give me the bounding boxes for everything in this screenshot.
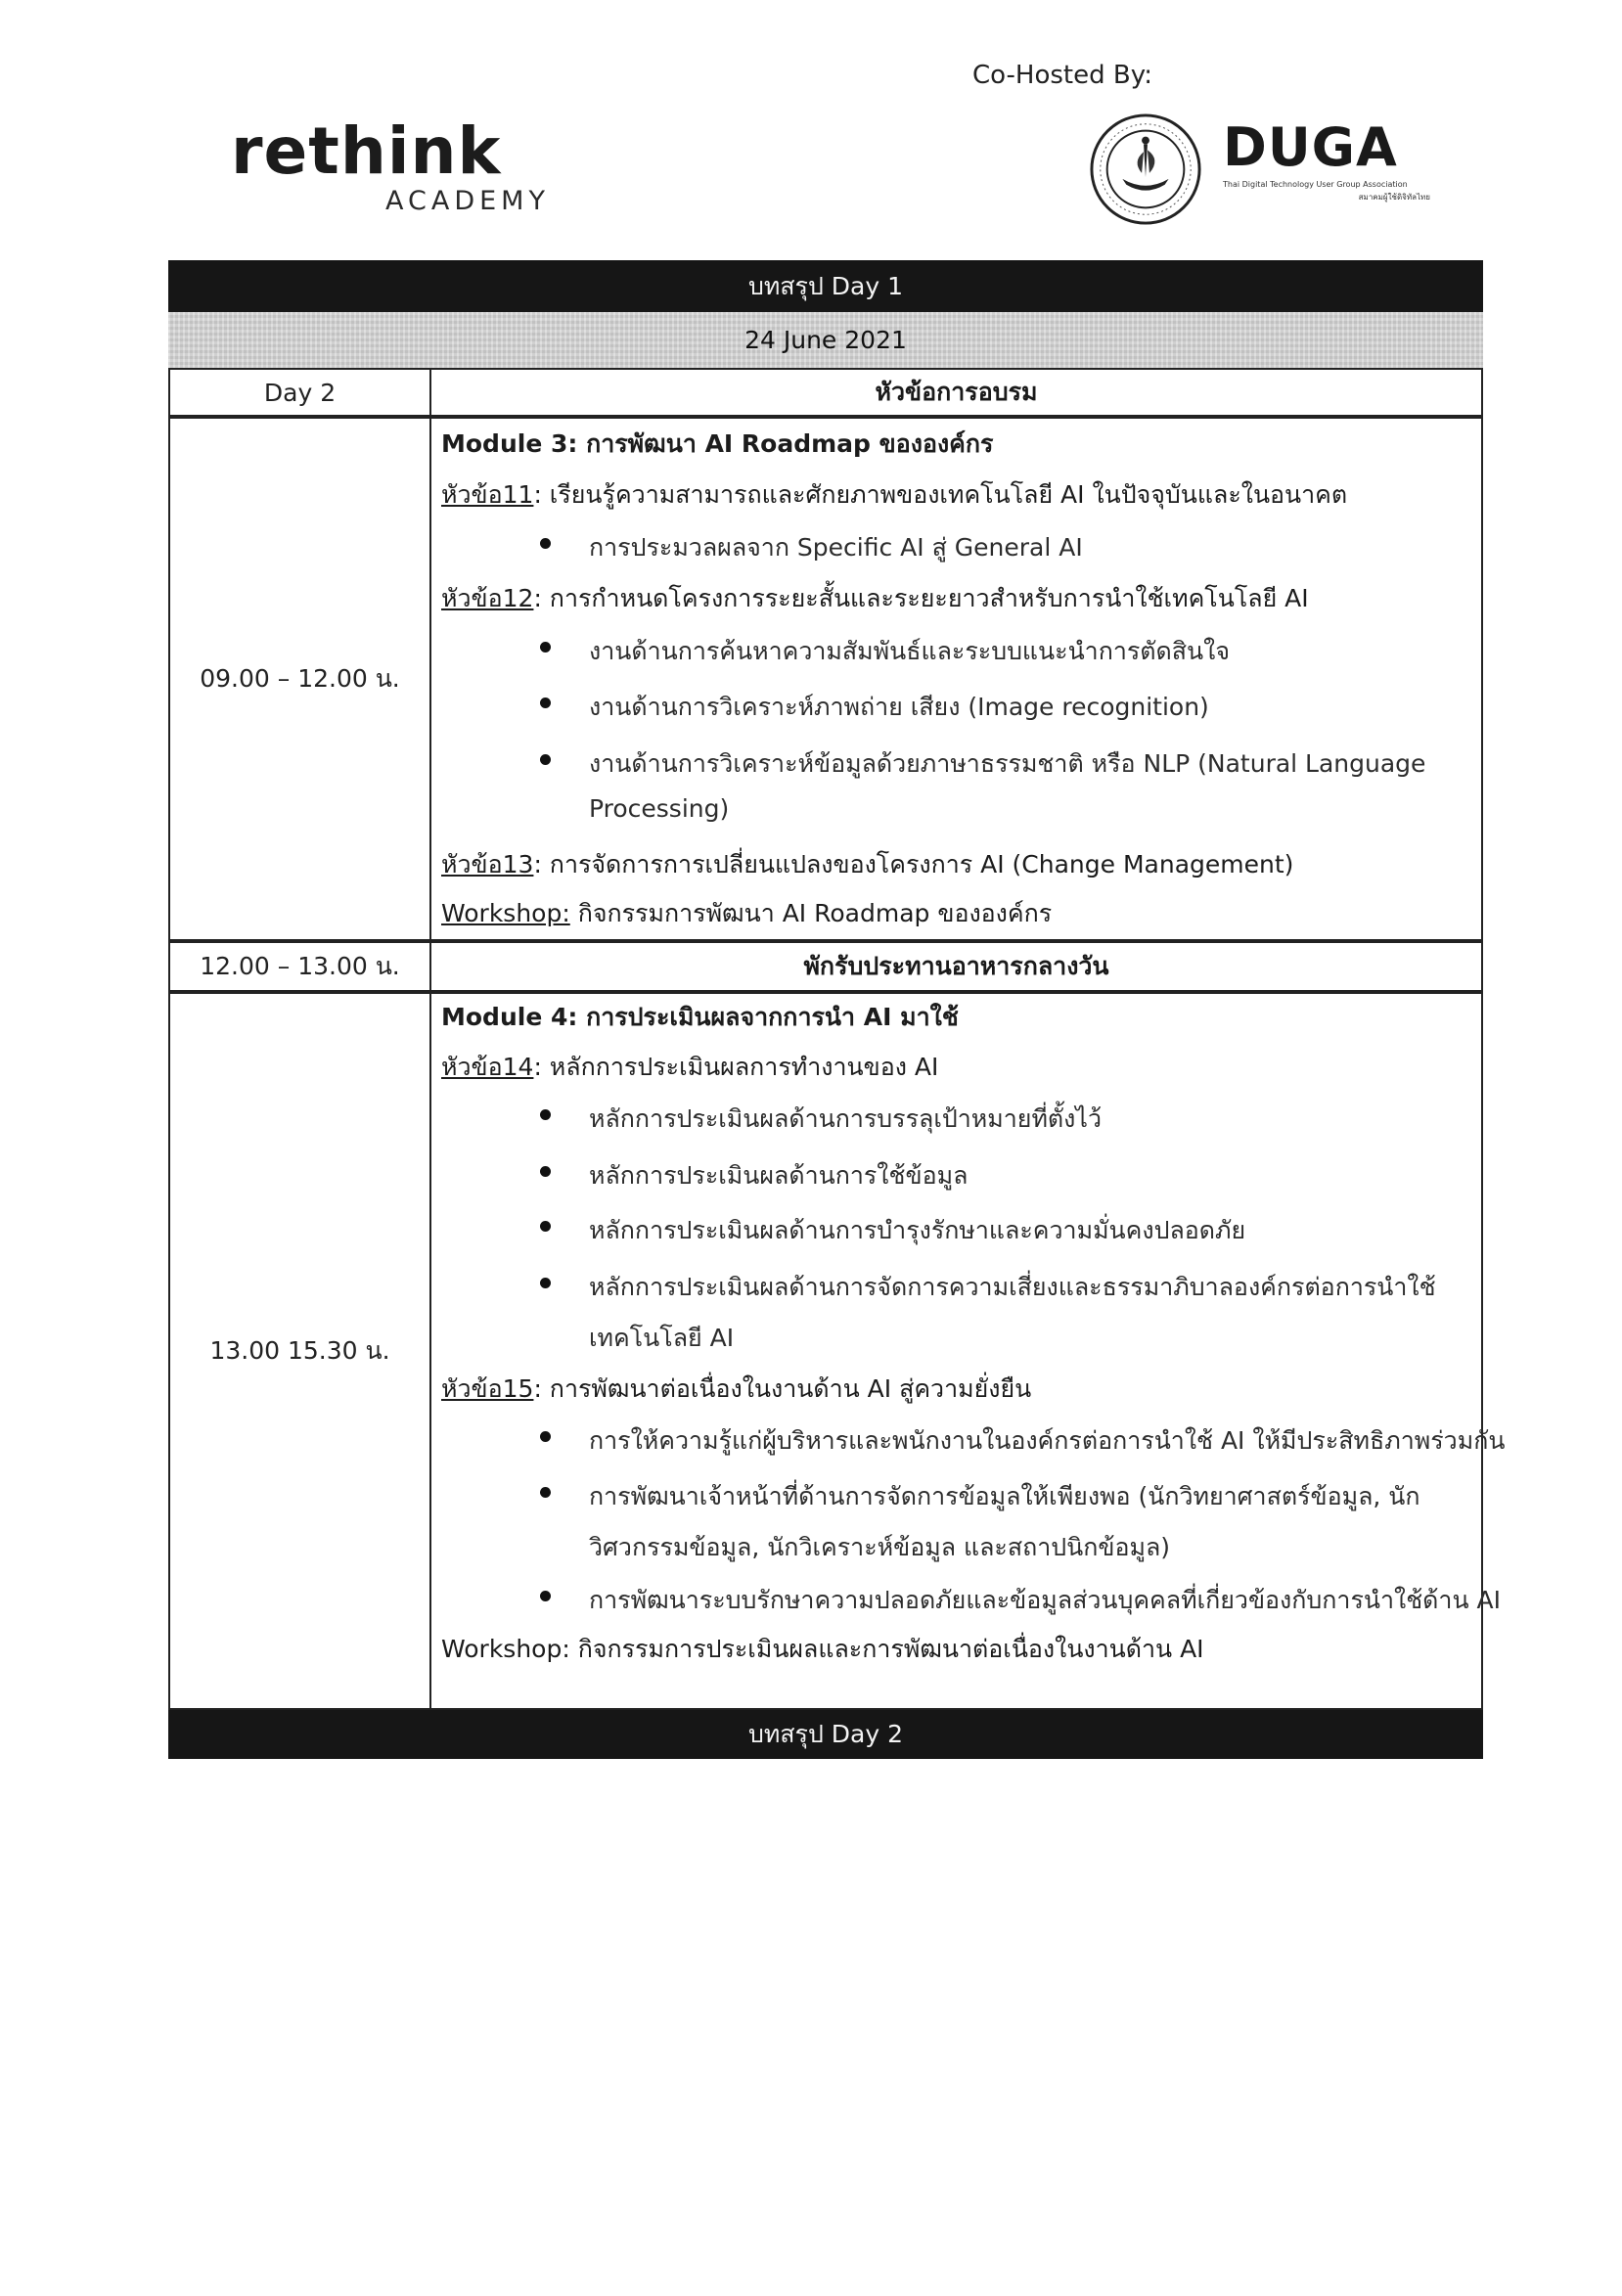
date-band — [168, 312, 1483, 368]
academy-logo-sub: ACADEMY — [385, 186, 550, 216]
topic11-label: หัวข้อ11 — [441, 480, 534, 509]
topic13-line — [441, 845, 1293, 884]
topic11-line — [441, 475, 1347, 515]
topic14-bullet2: หลักการประเมินผลด้านการใช้ข้อมูล — [589, 1161, 969, 1190]
topic11-bullet1: การประมวลผลจาก Specific AI สู่ General AI — [589, 533, 1083, 562]
bullet-icon — [540, 1221, 551, 1232]
morning-time: 09.00 – 12.00 น. — [170, 419, 431, 939]
summary-day1-band — [168, 260, 1483, 312]
bullet-icon — [540, 1487, 551, 1498]
bullet-icon — [540, 1591, 551, 1601]
topic12-line — [441, 579, 1309, 618]
cohost-label: Co-Hosted By: — [972, 61, 1152, 90]
topic13-label: หัวข้อ13 — [441, 850, 534, 878]
morning-row — [168, 417, 1483, 941]
topic15-bullet3: การพัฒนาระบบรักษาความปลอดภัยและข้อมูลส่วนบุคคลที่เกี่ยวข้องกับการนำใช้ด้าน AI — [589, 1586, 1501, 1614]
bullet-icon — [540, 698, 551, 708]
header-row — [168, 368, 1483, 417]
lunch-text: พักรับประทานอาหารกลางวัน — [803, 952, 1109, 980]
topic14-label: หัวข้อ14 — [441, 1053, 534, 1081]
afternoon-topics — [431, 994, 1506, 1708]
topic14-text: : หลักการประเมินผลการทำงานของ AI — [533, 1053, 939, 1081]
workshop-afternoon-label: Workshop: — [441, 1635, 570, 1663]
bullet-icon — [540, 538, 551, 549]
lunch-time: 12.00 – 13.00 น. — [170, 943, 431, 990]
bullet-icon — [540, 1278, 551, 1288]
topic14-bullet4-line1: หลักการประเมินผลด้านการจัดการความเสี่ยงและธรรมาภิบาลองค์กรต่อการนำใช้ — [589, 1273, 1436, 1301]
duga-logo-word: DUGA — [1223, 116, 1398, 178]
workshop-morning-line — [441, 894, 1052, 933]
workshop-morning-label: Workshop: — [441, 899, 570, 927]
rethink-academy-logo — [231, 113, 554, 216]
summary-day2-text: บทสรุป Day 2 — [747, 1720, 904, 1748]
workshop-morning-text: กิจกรรมการพัฒนา AI Roadmap ขององค์กร — [569, 899, 1053, 927]
lunch-row — [168, 941, 1483, 992]
topic13-text: : การจัดการการเปลี่ยนแปลงของโครงการ AI (Change Management) — [533, 850, 1294, 878]
workshop-afternoon-line — [441, 1630, 1204, 1669]
topic11-text: : เรียนรู้ความสามารถและศักยภาพของเทคโนโลยี AI ในปัจจุบันและในอนาคต — [533, 480, 1348, 509]
schedule-table — [168, 260, 1506, 1759]
topic15-bullet2-line2: วิศวกรรมข้อมูล, นักวิเคราะห์ข้อมูล และสถาปนิกข้อมูล) — [589, 1533, 1171, 1561]
topic12-text: : การกำหนดโครงการระยะสั้นและระยะยาวสำหรับการนำใช้เทคโนโลยี AI — [533, 584, 1309, 612]
summary-day2-band — [168, 1710, 1483, 1759]
topic14-bullet3: หลักการประเมินผลด้านการบำรุงรักษาและความมั่นคงปลอดภัย — [589, 1216, 1246, 1244]
afternoon-row — [168, 992, 1506, 1710]
topic15-text: : การพัฒนาต่อเนื่องในงานด้าน AI สู่ความยั่งยืน — [533, 1374, 1032, 1403]
summary-day1-text: บทสรุป Day 1 — [747, 272, 904, 300]
topic12-bullet3-line1: งานด้านการวิเคราะห์ข้อมูลด้วยภาษาธรรมชาติ หรือ NLP (Natural Language — [589, 749, 1426, 778]
ministry-seal-icon — [1088, 112, 1203, 227]
bullet-icon — [540, 1431, 551, 1442]
topic15-label: หัวข้อ15 — [441, 1374, 534, 1403]
topic15-bullet2-line1: การพัฒนาเจ้าหน้าที่ด้านการจัดการข้อมูลให้เพียงพอ (นักวิทยาศาสตร์ข้อมูล, นัก — [589, 1482, 1420, 1510]
morning-topics — [431, 419, 1481, 939]
topic12-bullet1: งานด้านการค้นหาความสัมพันธ์และระบบแนะนำการตัดสินใจ — [589, 637, 1230, 665]
duga-logo-thai: สมาคมผู้ใช้ดิจิทัลไทย — [1358, 193, 1430, 202]
topic12-bullet2: งานด้านการวิเคราะห์ภาพถ่าย เสียง (Image recognition) — [589, 693, 1209, 721]
topic-column-header: หัวข้อการอบรม — [875, 378, 1038, 406]
topic14-bullet4-line2: เทคโนโลยี AI — [589, 1324, 735, 1352]
topic12-bullet3-line2: Processing) — [589, 794, 730, 823]
date-text: 24 June 2021 — [744, 326, 907, 354]
duga-logo-tagline: Thai Digital Technology User Group Association — [1223, 180, 1408, 189]
topic14-bullet1: หลักการประเมินผลด้านการบรรลุเป้าหมายที่ตั้งไว้ — [589, 1104, 1102, 1133]
afternoon-time: 13.00 15.30 น. — [170, 994, 431, 1708]
bullet-icon — [540, 642, 551, 653]
topic12-label: หัวข้อ12 — [441, 584, 534, 612]
module3-title: Module 3: การพัฒนา AI Roadmap ขององค์กร — [441, 429, 994, 458]
rethink-logo-word: rethink — [231, 113, 502, 189]
module4-title: Module 4: การประเมินผลจากการนำ AI มาใช้ — [441, 1003, 959, 1031]
bullet-icon — [540, 1109, 551, 1120]
bullet-icon — [540, 754, 551, 765]
duga-logo — [1223, 116, 1430, 203]
day-column-header: Day 2 — [170, 370, 431, 415]
topic15-line — [441, 1370, 1031, 1409]
topic14-line — [441, 1048, 938, 1087]
topic15-bullet1: การให้ความรู้แก่ผู้บริหารและพนักงานในองค์กรต่อการนำใช้ AI ให้มีประสิทธิภาพร่วมกัน — [589, 1426, 1506, 1455]
bullet-icon — [540, 1166, 551, 1177]
workshop-afternoon-text: กิจกรรมการประเมินผลและการพัฒนาต่อเนื่องในงานด้าน AI — [569, 1635, 1204, 1663]
